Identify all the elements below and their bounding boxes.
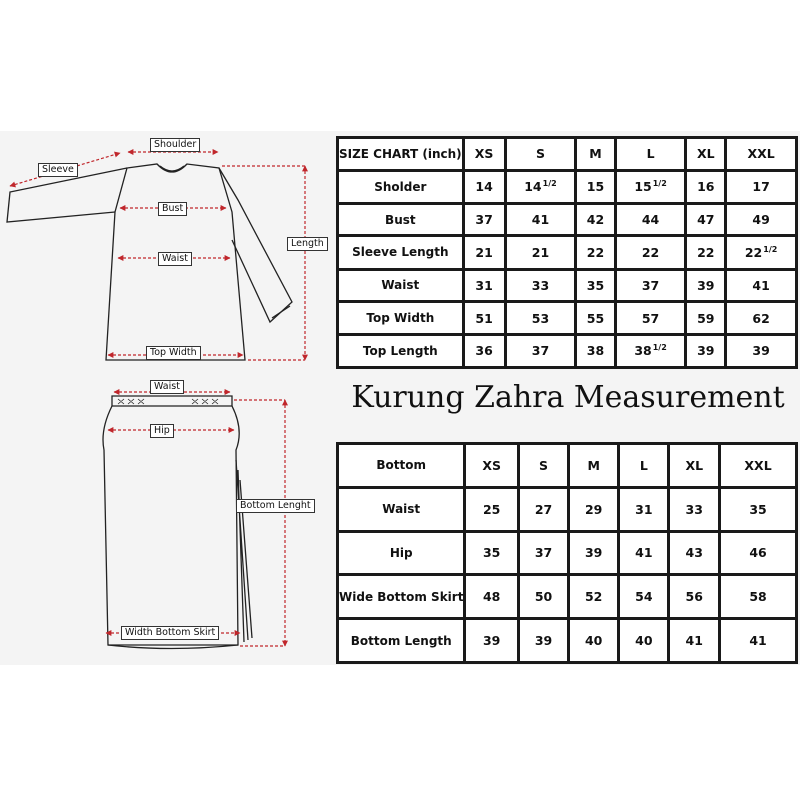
- row-label: Sholder: [339, 172, 462, 202]
- measurement-value: 39: [584, 545, 603, 561]
- measurement-cell: [520, 576, 567, 617]
- measurement-cell: [465, 271, 504, 301]
- size-header-cell: XL: [670, 445, 718, 486]
- measurement-cell: [465, 336, 504, 366]
- measurement-value: 15: [634, 179, 652, 195]
- size-header-cell: S: [507, 139, 575, 169]
- top-garment-outline: [7, 164, 292, 360]
- measurement-value: 39: [697, 277, 715, 293]
- measurement-cell: [727, 271, 795, 301]
- measurement-value: 35: [749, 501, 767, 517]
- measurement-cell: [520, 620, 567, 661]
- row-label: Sleeve Length: [339, 237, 462, 267]
- row-label: Bust: [339, 205, 462, 235]
- measurement-cell: [721, 489, 795, 530]
- measurement-cell: [721, 576, 795, 617]
- measurement-value: 22: [641, 244, 660, 260]
- table-row: [339, 205, 795, 235]
- top-width-label: Top Width: [146, 346, 201, 360]
- bottom-size-table: [336, 442, 798, 664]
- size-header-cell: M: [577, 139, 613, 169]
- measurement-cell: [687, 336, 724, 366]
- size-header-cell: L: [620, 445, 667, 486]
- waist-label-top: Waist: [158, 252, 192, 266]
- measurement-cell: [617, 336, 685, 366]
- bottom-length-label: Bottom Lenght: [236, 499, 315, 513]
- hip-label: Hip: [150, 424, 174, 438]
- measurement-cell: [507, 205, 575, 235]
- measurement-value: 56: [685, 589, 703, 605]
- measurement-cell: [687, 271, 724, 301]
- measurement-cell: [520, 489, 567, 530]
- measurement-cell: [466, 576, 517, 617]
- measurement-cell: [620, 489, 667, 530]
- table-row: [339, 303, 795, 333]
- measurement-value: 51: [475, 310, 493, 326]
- table-row: [339, 336, 795, 366]
- measurement-cell: [570, 533, 617, 574]
- measurement-value: 41: [685, 633, 703, 649]
- waist-label-bottom: Waist: [150, 380, 184, 394]
- measurement-cell: [570, 620, 617, 661]
- table-title-cell: SIZE CHART (inch): [339, 139, 462, 169]
- measurement-value: 16: [697, 179, 715, 195]
- measurement-value: 39: [697, 343, 715, 359]
- measurement-cell: [617, 172, 685, 202]
- row-label: Top Length: [339, 336, 462, 366]
- measurement-value: 31: [475, 277, 493, 293]
- measurement-value: 39: [482, 633, 501, 649]
- size-header-cell: XXL: [727, 139, 795, 169]
- measurement-cell: [617, 271, 685, 301]
- table-header-row: [339, 139, 795, 169]
- measurement-cell: [687, 303, 724, 333]
- page-title: Kurung Zahra Measurement: [351, 380, 785, 415]
- measurement-value: 55: [586, 310, 605, 326]
- measurement-cell: [727, 303, 795, 333]
- measurement-value: 42: [586, 212, 605, 228]
- measurement-cell: [465, 237, 504, 267]
- measurement-cell: [727, 205, 795, 235]
- measurement-cell: [465, 303, 504, 333]
- measurement-cell: [577, 172, 613, 202]
- measurement-cell: [466, 620, 517, 661]
- measurement-cell: [617, 237, 685, 267]
- measurement-value: 53: [531, 310, 550, 326]
- measurement-cell: [670, 489, 718, 530]
- measurement-cell: [727, 172, 795, 202]
- row-label: Top Width: [339, 303, 462, 333]
- measurement-value: 14: [475, 179, 493, 195]
- measurement-cell: [727, 237, 795, 267]
- measurement-value: 59: [697, 310, 715, 326]
- table-row: [339, 533, 795, 574]
- table-row: [339, 271, 795, 301]
- measurement-cell: [721, 620, 795, 661]
- measurement-cell: [687, 205, 724, 235]
- measurement-value: 37: [641, 277, 660, 293]
- measurement-value: 39: [752, 343, 770, 359]
- row-label: Waist: [339, 489, 463, 530]
- size-header-cell: L: [617, 139, 685, 169]
- measurement-value: 48: [482, 589, 501, 605]
- measurement-cell: [687, 237, 724, 267]
- measurement-value: 33: [685, 501, 703, 517]
- row-label: Bottom Length: [339, 620, 463, 661]
- measurement-value: 25: [482, 501, 501, 517]
- shoulder-label: Shoulder: [150, 138, 200, 152]
- measurement-value: 17: [752, 179, 770, 195]
- measurement-value: 37: [531, 343, 550, 359]
- measurement-fraction: 1/2: [652, 179, 667, 189]
- measurement-cell: [465, 172, 504, 202]
- measurement-cell: [507, 336, 575, 366]
- measurement-cell: [466, 533, 517, 574]
- measurement-value: 57: [641, 310, 660, 326]
- table-header-row: [339, 445, 795, 486]
- row-label: Hip: [339, 533, 463, 574]
- size-header-cell: S: [520, 445, 567, 486]
- measurement-cell: [577, 271, 613, 301]
- measurement-fraction: 1/2: [542, 179, 557, 189]
- measurement-cell: [507, 303, 575, 333]
- size-header-cell: XXL: [721, 445, 795, 486]
- row-label: Waist: [339, 271, 462, 301]
- measurement-cell: [617, 303, 685, 333]
- measurement-value: 29: [584, 501, 603, 517]
- measurement-value: 39: [534, 633, 553, 649]
- measurement-value: 37: [475, 212, 493, 228]
- measurement-value: 35: [482, 545, 501, 561]
- measurement-cell: [687, 172, 724, 202]
- measurement-value: 43: [685, 545, 703, 561]
- length-label: Length: [287, 237, 328, 251]
- measurement-value: 44: [641, 212, 660, 228]
- measurement-cell: [721, 533, 795, 574]
- measurement-value: 15: [586, 179, 605, 195]
- measurement-value: 31: [635, 501, 653, 517]
- bottom-garment-outline: [103, 396, 252, 649]
- width-bottom-skirt-label: Width Bottom Skirt: [121, 626, 219, 640]
- measurement-cell: [670, 620, 718, 661]
- garment-diagram: [0, 0, 336, 800]
- measurement-value: 38: [586, 343, 605, 359]
- measurement-value: 46: [749, 545, 767, 561]
- measurement-cell: [727, 336, 795, 366]
- measurement-cell: [620, 576, 667, 617]
- measurement-cell: [465, 205, 504, 235]
- measurement-value: 21: [531, 244, 550, 260]
- bust-label: Bust: [158, 202, 187, 216]
- table-row: [339, 620, 795, 661]
- measurement-cell: [620, 620, 667, 661]
- measurement-cell: [507, 172, 575, 202]
- measurement-fraction: 1/2: [763, 244, 778, 254]
- measurement-value: 40: [635, 633, 653, 649]
- measurement-cell: [620, 533, 667, 574]
- table-row: [339, 489, 795, 530]
- measurement-cell: [570, 576, 617, 617]
- size-header-cell: XL: [687, 139, 724, 169]
- measurement-value: 22: [744, 245, 763, 261]
- table-row: [339, 576, 795, 617]
- measurement-cell: [520, 533, 567, 574]
- measurement-cell: [577, 336, 613, 366]
- measurement-value: 41: [635, 545, 653, 561]
- measurement-cell: [570, 489, 617, 530]
- measurement-value: 41: [752, 277, 770, 293]
- size-header-cell: M: [570, 445, 617, 486]
- measurement-value: 22: [586, 244, 605, 260]
- measurement-value: 49: [752, 212, 770, 228]
- measurement-cell: [466, 489, 517, 530]
- measurement-value: 21: [475, 244, 493, 260]
- measurement-value: 40: [584, 633, 603, 649]
- row-label: Wide Bottom Skirt: [339, 576, 463, 617]
- measurement-fraction: 1/2: [652, 343, 667, 353]
- measurement-value: 52: [584, 589, 603, 605]
- measurement-cell: [507, 237, 575, 267]
- measurement-value: 14: [524, 179, 542, 195]
- measurement-value: 38: [634, 343, 652, 359]
- measurement-cell: [670, 533, 718, 574]
- measurement-cell: [577, 303, 613, 333]
- sleeve-label: Sleeve: [38, 163, 78, 177]
- measurement-value: 50: [534, 589, 553, 605]
- measurement-cell: [577, 237, 613, 267]
- measurement-value: 27: [534, 501, 553, 517]
- table-row: [339, 237, 795, 267]
- measurement-cell: [670, 576, 718, 617]
- measurement-value: 37: [534, 545, 553, 561]
- size-header-cell: XS: [466, 445, 517, 486]
- measurement-value: 62: [752, 310, 770, 326]
- measurement-value: 58: [749, 589, 767, 605]
- measurement-value: 36: [475, 343, 493, 359]
- bottom-measure-lines: [106, 392, 285, 646]
- measurement-cell: [577, 205, 613, 235]
- measurement-value: 33: [531, 277, 550, 293]
- size-header-cell: XS: [465, 139, 504, 169]
- measurement-value: 41: [749, 633, 767, 649]
- measurement-value: 41: [531, 212, 550, 228]
- measurement-value: 22: [697, 244, 715, 260]
- table-title-cell: Bottom: [339, 445, 463, 486]
- measurement-value: 47: [697, 212, 715, 228]
- table-row: [339, 172, 795, 202]
- top-size-table: [336, 136, 798, 369]
- measurement-cell: [507, 271, 575, 301]
- measurement-value: 35: [586, 277, 605, 293]
- measurement-value: 54: [635, 589, 653, 605]
- measurement-cell: [617, 205, 685, 235]
